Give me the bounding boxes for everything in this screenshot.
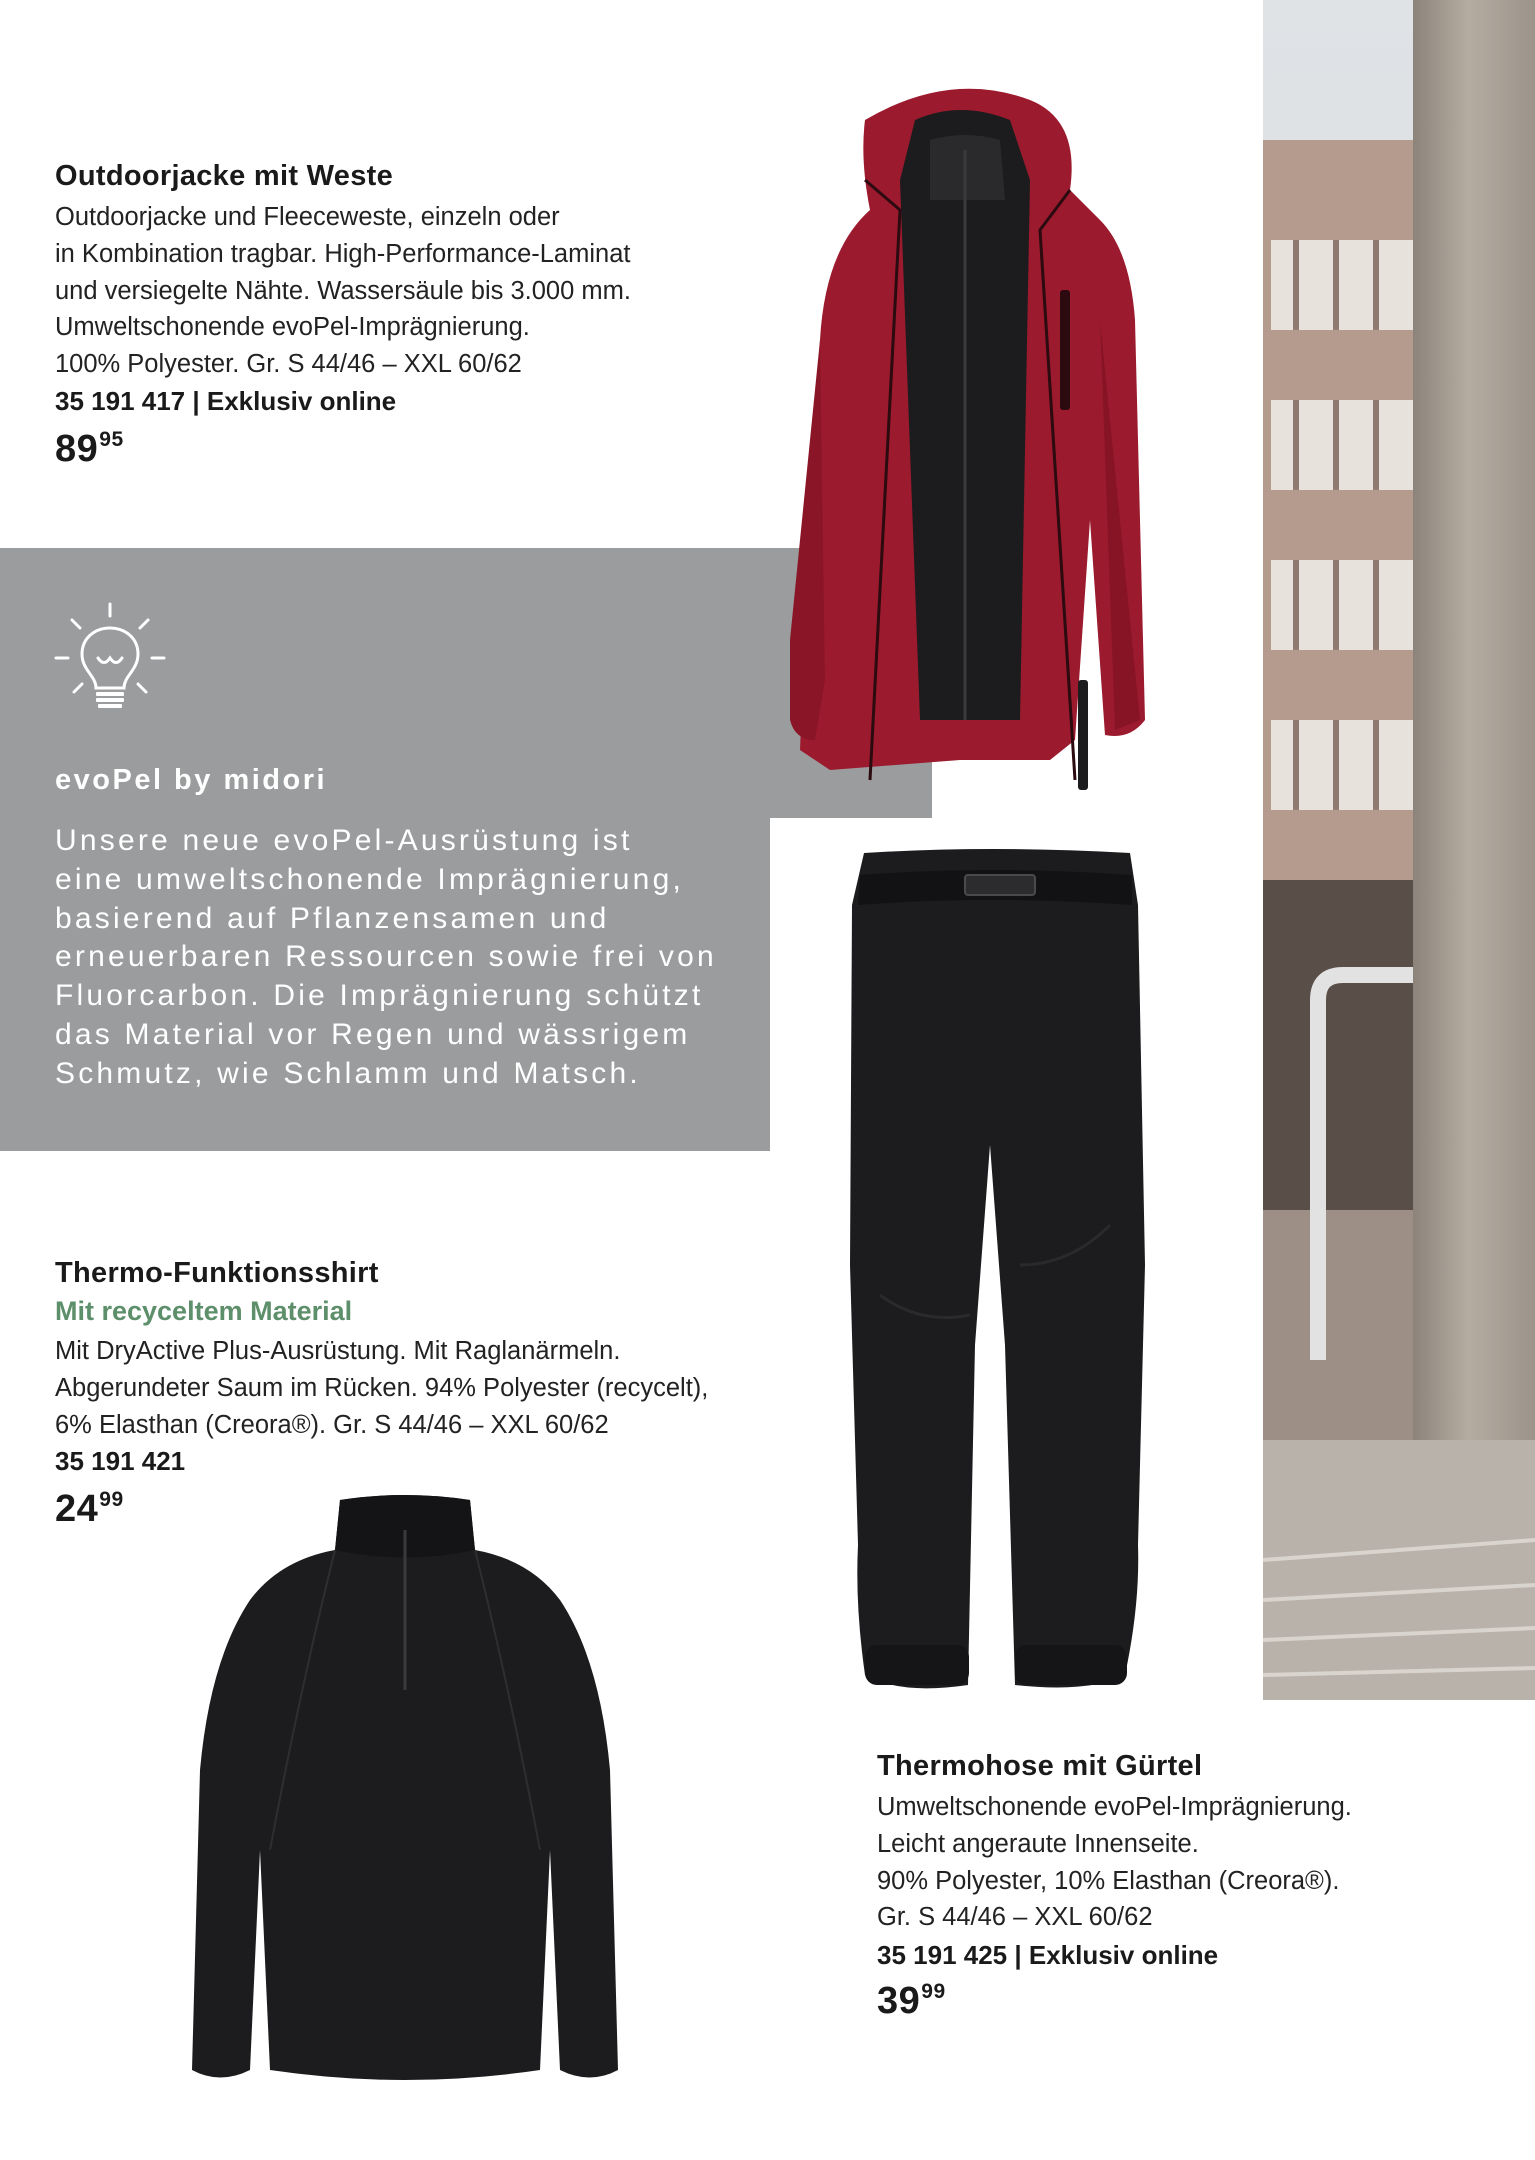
jacket-price: $89^{95}$: [55, 428, 124, 470]
pants-article-number: 35 191 425 | Exklusiv online: [877, 1940, 1219, 1970]
pants-description: Umweltschonende evoPel-Imprägnierung. Leicht angeraute Innenseite. 90% Polyester, 10% Elasthan (Creora®). Gr. S 44/46 – XXL 60/62: [877, 1793, 1352, 1932]
shirt-article-number: 35 191 421: [55, 1446, 186, 1476]
pants-price: $39^{99}$: [877, 1980, 946, 2022]
shirt-description: Mit DryActive Plus-Ausrüstung. Mit Raglanärmeln. Abgerundeter Saum im Rücken. 94% Polyester (recycelt), 6% Elasthan (Creora®). Gr. S 44/46 – XXL 60/62: [55, 1337, 709, 1439]
jacket-title: Outdoorjacke mit Weste: [55, 160, 394, 192]
jacket-image: [770, 80, 1220, 820]
pants-image: [840, 845, 1150, 1700]
shirt-price: $24^{99}$: [55, 1488, 124, 1530]
shirt-image: [190, 1490, 620, 2090]
jacket-description: Outdoorjacke und Fleeceweste, einzeln oder in Kombination tragbar. High-Performance-Laminat und versiegelte Nähte. Wassersäule bis 3.000 mm. Umweltschonende evoPel-Imprägnierung. 100% Polyester. Gr. S 44/46 – XXL 60/62: [55, 203, 631, 379]
jacket-article-number: 35 191 417 | Exklusiv online: [55, 386, 397, 416]
building-photo: [1263, 0, 1535, 1700]
lightbulb-icon: [52, 600, 168, 716]
background-photo: [1263, 0, 1535, 1700]
shirt-title: Thermo-Funktionsshirt: [55, 1257, 379, 1289]
shirt-subtitle: Mit recyceltem Material: [55, 1296, 353, 1326]
pants-title: Thermohose mit Gürtel: [877, 1750, 1203, 1782]
info-title: evoPel by midori: [55, 764, 328, 796]
info-text: Unsere neue evoPel-Ausrüstung ist eine umweltschonende Imprägnierung, basierend auf Pflanzensamen und erneuerbaren Ressourcen sowie frei von Fluorcarbon. Die Imprägnierung schützt das Material vor Regen und wässrigem Schmutz, wie Schlamm und Matsch.: [55, 824, 717, 1090]
